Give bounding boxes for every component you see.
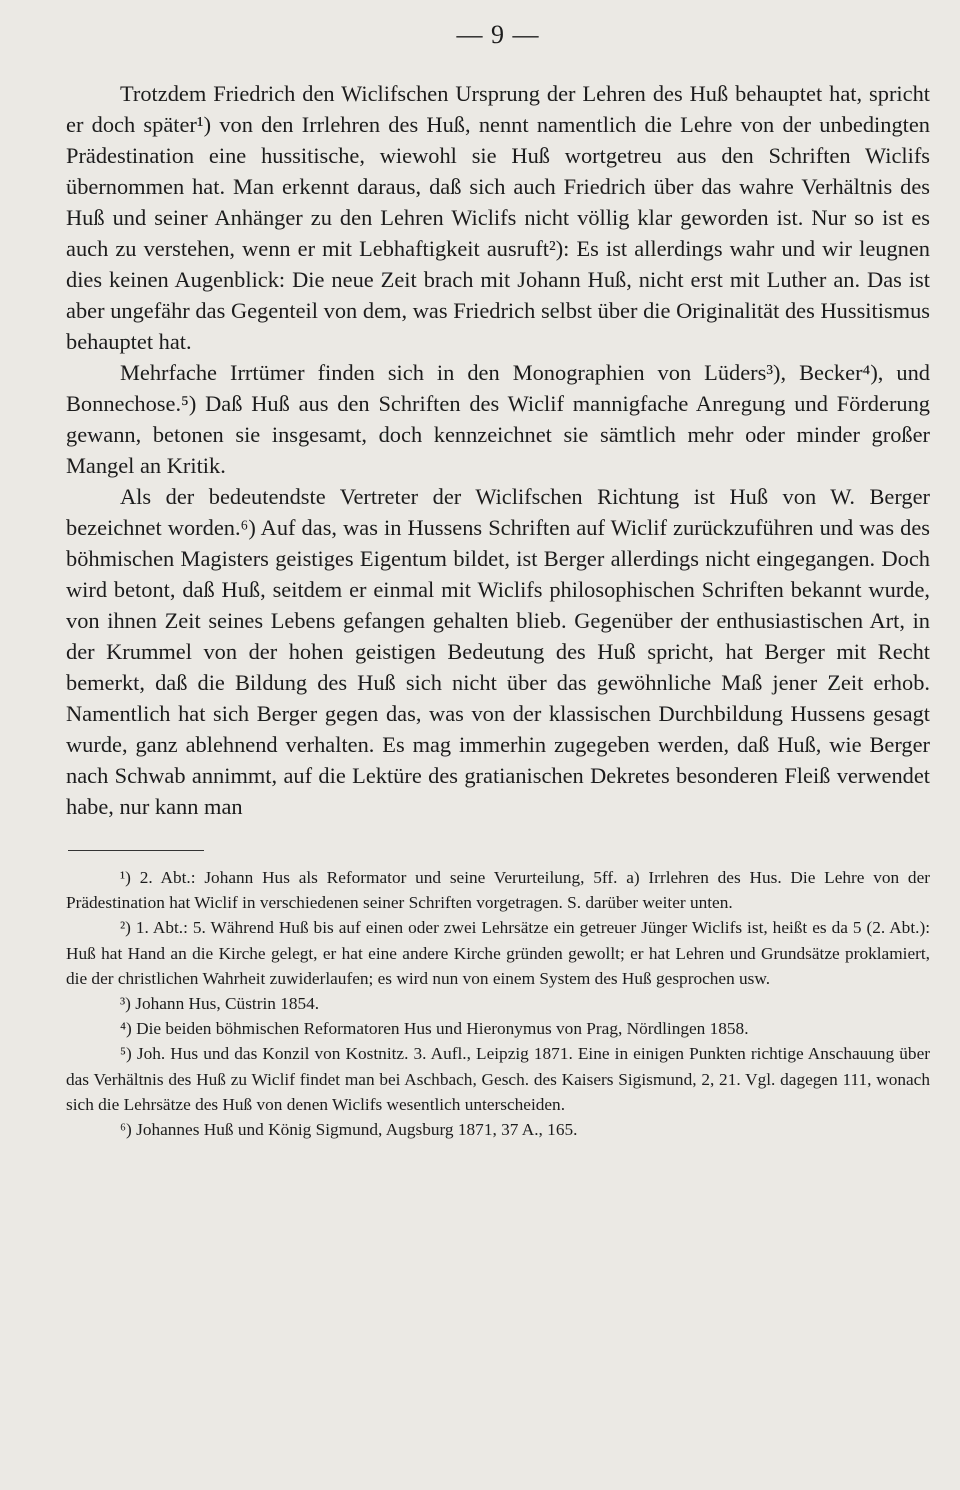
paragraph-1: Trotzdem Friedrich den Wiclifschen Ursprung der Lehren des Huß behauptet hat, spricht er doch später¹) von den Irrlehren des Huß, nennt namentlich die Lehre von der unbedingten Prädestination eine hussitische, wiewohl sie Huß wortgetreu aus den Schriften Wiclifs übernommen hat. Man erkennt daraus, daß sich auch Friedrich über das wahre Verhältnis des Huß und seiner Anhänger zu den Lehren Wiclifs nicht völlig klar geworden ist. Nur so ist es auch zu verstehen, wenn er mit Lebhaftigkeit ausruft²): Es ist allerdings wahr und wir leugnen dies keinen Augenblick: Die neue Zeit brach mit Johann Huß, nicht erst mit Luther an. Das ist aber ungefähr das Gegenteil von dem, was Friedrich selbst über die Originalität des Hussitismus behauptet hat. xyxy=(66,81,930,354)
footnote-2: ²) 1. Abt.: 5. Während Huß bis auf einen oder zwei Lehrsätze ein getreuer Jünger Wiclifs ist, heißt es da 5 (2. Abt.): Huß hat Hand an die Kirche gelegt, er hat eine andere Kirche gründen gewollt; er hat Lehren und Grundsätze proklamiert, die der christlichen Wahrheit zuwiderlaufen; es wird nun von einem System des Huß gesprochen usw. xyxy=(66,918,930,988)
main-text xyxy=(66,78,930,822)
paragraph-3: Als der bedeutendste Vertreter der Wiclifschen Richtung ist Huß von W. Berger bezeichnet worden.⁶) Auf das, was in Hussens Schriften auf Wiclif zurückzuführen und was des böhmischen Magisters geistiges Eigentum bildet, ist Berger allerdings nicht eingegangen. Doch wird betont, daß Huß, seitdem er einmal mit Wiclifs philosophischen Schriften bekannt wurde, von ihnen Zeit seines Lebens gefangen gehalten blieb. Gegenüber der enthusiastischen Art, in der Krummel von der hohen geistigen Bedeutung des Huß spricht, hat Berger mit Recht bemerkt, daß die Bildung des Huß sich nicht über das gewöhnliche Maß jener Zeit erhob. Namentlich hat sich Berger gegen das, was von der klassischen Durchbildung Hussens gesagt wurde, ganz ablehnend verhalten. Es mag immerhin zugegeben werden, daß Huß, wie Berger nach Schwab annimmt, auf die Lektüre des gratianischen Dekretes besonderen Fleiß verwendet habe, nur kann man xyxy=(66,484,930,819)
paragraph-2: Mehrfache Irrtümer finden sich in den Monographien von Lüders³), Becker⁴), und Bonnechose.⁵) Daß Huß aus den Schriften des Wiclif mannigfache Anregung und Förderung gewann, betonen sie insgesamt, doch kennzeichnet sie sämtlich mehr oder minder großer Mangel an Kritik. xyxy=(66,360,930,478)
footnote-4: ⁴) Die beiden böhmischen Reformatoren Hus und Hieronymus von Prag, Nördlingen 1858. xyxy=(120,1019,749,1039)
footnote-1: ¹) 2. Abt.: Johann Hus als Reformator und seine Verurteilung, 5ff. a) Irrlehren des Hus. Die Lehre von der Prädestination hat Wiclif in verschiedenen seiner Schriften vorgetragen. S. darüber weiter unten. xyxy=(66,868,930,913)
page-number: — 9 — xyxy=(456,20,540,49)
footnotes xyxy=(66,865,930,1142)
footnote-5: ⁵) Joh. Hus und das Konzil von Kostnitz. 3. Aufl., Leipzig 1871. Eine in einigen Punkten richtige Anschauung über das Verhältnis des Huß zu Wiclif findet man bei Aschbach, Gesch. des Kaisers Sigismund, 2, 21. Vgl. dagegen 111, wonach sich die Lehrsätze des Huß von denen Wiclifs wesentlich unterscheiden. xyxy=(66,1044,930,1114)
footnote-3: ³) Johann Hus, Cüstrin 1854. xyxy=(120,994,320,1014)
footnote-6: ⁶) Johannes Huß und König Sigmund, Augsburg 1871, 37 A., 165. xyxy=(120,1120,578,1140)
footnote-divider xyxy=(68,850,204,851)
